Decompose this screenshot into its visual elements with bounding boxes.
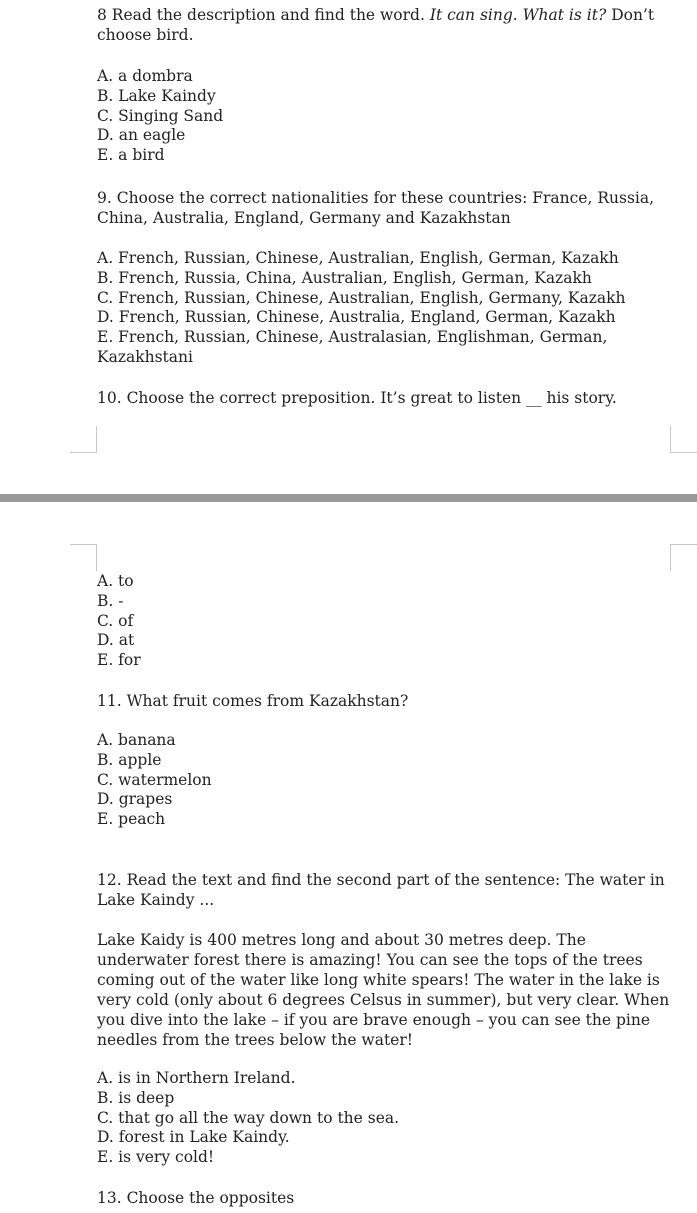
option-12d: D. forest in Lake Kaindy. bbox=[97, 1128, 290, 1147]
option-10d: D. at bbox=[97, 631, 135, 650]
option-8b: B. Lake Kaindy bbox=[97, 86, 216, 105]
option-9d: D. French, Russian, Chinese, Australia, England, German, Kazakh bbox=[97, 308, 616, 327]
question-10-options bbox=[97, 572, 672, 671]
option-9c: C. French, Russian, Chinese, Australian, English, Germany, Kazakh bbox=[97, 288, 626, 307]
question-11: 11. What fruit comes from Kazakhstan? bbox=[97, 692, 409, 710]
question-8 bbox=[97, 5, 672, 45]
question-12-options bbox=[97, 1069, 672, 1168]
question-8-options bbox=[97, 67, 672, 166]
question-11-options bbox=[97, 731, 672, 830]
reading-passage: Lake Kaidy is 400 metres long and about 30 metres deep. The underwater forest there is amazing! You can see the tops of the trees coming out of the water like long white spears! The water in the lake is very cold (only about 6 degrees Celsus in summer), but very clear. When you dive into the lake – if you are brave enough – you can see the pine needles from the trees below the water! bbox=[97, 931, 670, 1049]
option-12b: B. is deep bbox=[97, 1088, 175, 1107]
question-12: 12. Read the text and find the second part of the sentence: The water in Lake Kaindy ... bbox=[97, 871, 665, 909]
option-11e: E. peach bbox=[97, 810, 166, 829]
option-10c: C. of bbox=[97, 611, 134, 630]
question-10: 10. Choose the correct preposition. It’s great to listen __ his story. bbox=[97, 389, 617, 407]
option-11c: C. watermelon bbox=[97, 770, 212, 789]
option-12c: C. that go all the way down to the sea. bbox=[97, 1108, 400, 1127]
document-page-1 bbox=[0, 0, 697, 494]
option-8a: A. a dombra bbox=[97, 67, 193, 85]
page-corner-mark bbox=[70, 544, 97, 571]
page-separator bbox=[0, 494, 697, 502]
option-12a: A. is in Northern Ireland. bbox=[97, 1069, 296, 1087]
page-corner-mark bbox=[670, 544, 697, 571]
option-10a: A. to bbox=[97, 572, 134, 590]
option-8e: E. a bird bbox=[97, 146, 165, 165]
option-8c: C. Singing Sand bbox=[97, 106, 224, 125]
option-10b: B. - bbox=[97, 591, 124, 610]
option-9b: B. French, Russia, China, Australian, English, German, Kazakh bbox=[97, 268, 592, 287]
question-9-options bbox=[97, 249, 672, 368]
option-11a: A. banana bbox=[97, 731, 176, 749]
page-corner-mark bbox=[670, 426, 697, 453]
option-8d: D. an eagle bbox=[97, 126, 186, 145]
option-11d: D. grapes bbox=[97, 790, 173, 809]
question-9: 9. Choose the correct nationalities for these countries: France, Russia, China, Australia, England, Germany and Kazakhstan bbox=[97, 189, 655, 227]
question-8-italic: It can sing. What is it? bbox=[429, 6, 607, 24]
option-9e: E. French, Russian, Chinese, Australasian, Englishman, German, Kazakhstani bbox=[97, 328, 608, 366]
page-corner-mark bbox=[70, 426, 97, 453]
option-12e: E. is very cold! bbox=[97, 1148, 215, 1167]
question-8-prefix: 8 Read the description and find the word. bbox=[97, 6, 430, 24]
question-13: 13. Choose the opposites bbox=[97, 1189, 295, 1207]
option-10e: E. for bbox=[97, 651, 141, 670]
document-page-2 bbox=[0, 502, 697, 1213]
option-11b: B. apple bbox=[97, 750, 162, 769]
question-8-suffix: Don’t choose bird. bbox=[97, 6, 655, 44]
option-9a: A. French, Russian, Chinese, Australian, English, German, Kazakh bbox=[97, 249, 619, 267]
